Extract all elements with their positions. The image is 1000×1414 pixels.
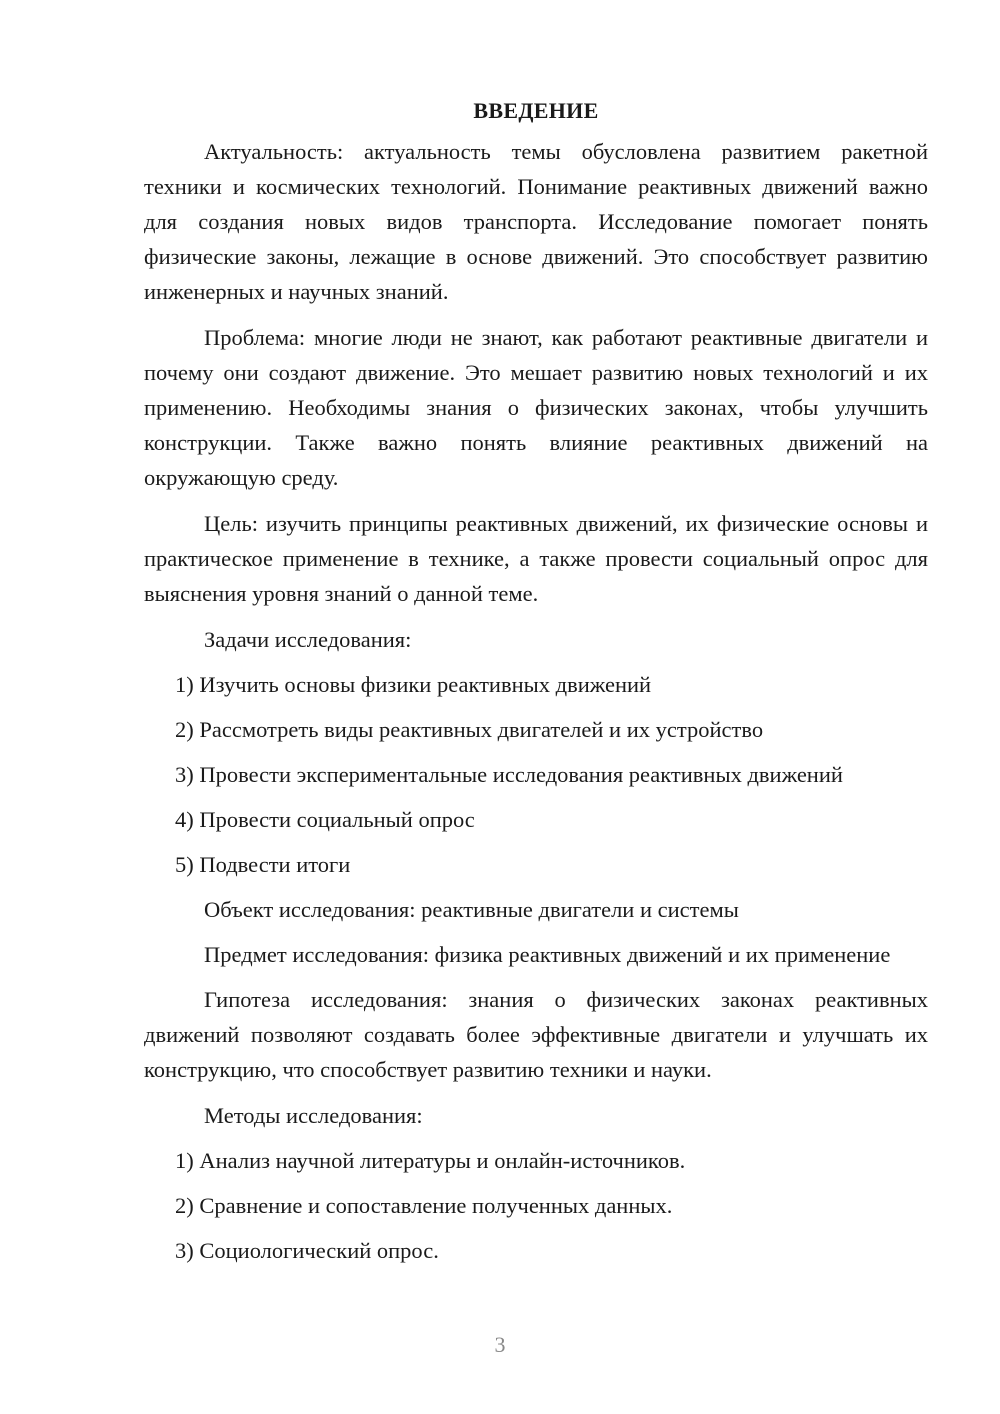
task-item: 5) Подвести итоги xyxy=(175,852,351,877)
methods-label: Методы исследования: xyxy=(204,1103,423,1128)
document-page xyxy=(144,96,928,1278)
task-item: 3) Провести экспериментальные исследования реактивных движений xyxy=(175,762,843,787)
method-item: 3) Социологический опрос. xyxy=(175,1238,439,1263)
task-item: 4) Провести социальный опрос xyxy=(175,807,475,832)
object-line: Объект исследования: реактивные двигатели и системы xyxy=(204,897,739,922)
task-item: 2) Рассмотреть виды реактивных двигателей и их устройство xyxy=(175,717,764,742)
goal-paragraph: Цель: изучить принципы реактивных движений, их физические основы и практическое применение в технике, а также провести социальный опрос для выяснения уровня знаний о данной теме. xyxy=(144,511,928,606)
method-item: 1) Анализ научной литературы и онлайн-источников. xyxy=(175,1148,686,1173)
page-number: 3 xyxy=(494,1332,506,1357)
relevance-paragraph: Актуальность: актуальность темы обусловлена развитием ракетной техники и космических технологий. Понимание реактивных движений важно для создания новых видов транспорта. Исследование помогает понять физические законы, лежащие в основе движений. Это способствует развитию инженерных и научных знаний. xyxy=(144,139,928,304)
section-heading: ВВЕДЕНИЕ xyxy=(473,98,599,123)
subject-paragraph: Предмет исследования: физика реактивных движений и их применение xyxy=(204,942,891,967)
tasks-label: Задачи исследования: xyxy=(204,627,412,652)
problem-paragraph: Проблема: многие люди не знают, как работают реактивные двигатели и почему они создают движение. Это мешает развитию новых технологий и их применению. Необходимы знания о физических законах, чтобы улучшить конструкции. Также важно понять влияние реактивных движений на окружающую среду. xyxy=(144,325,928,490)
method-item: 2) Сравнение и сопоставление полученных данных. xyxy=(175,1193,673,1218)
task-item: 1) Изучить основы физики реактивных движений xyxy=(175,672,652,697)
hypothesis-paragraph: Гипотеза исследования: знания о физических законах реактивных движений позволяют создавать более эффективные двигатели и улучшать их конструкцию, что способствует развитию техники и науки. xyxy=(144,987,928,1082)
